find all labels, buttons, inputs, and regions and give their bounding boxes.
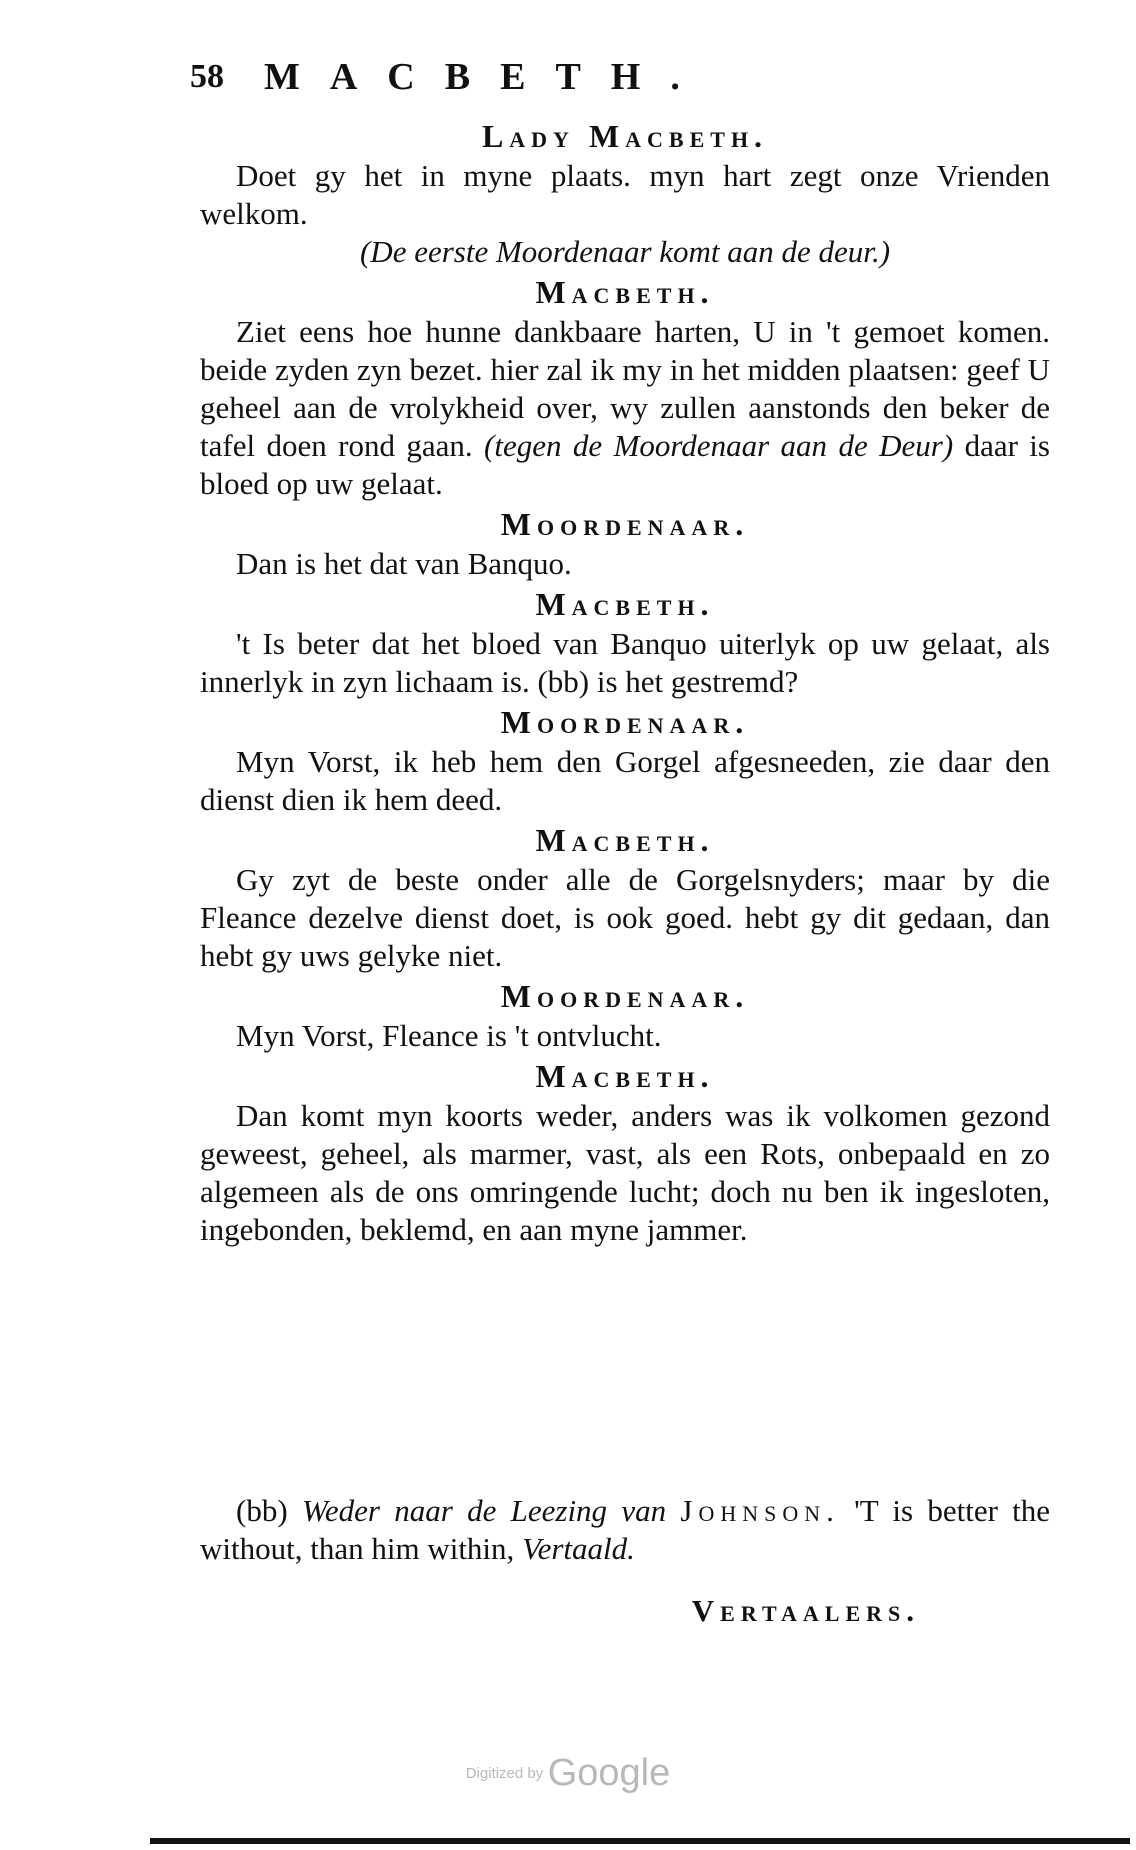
speaker-heading: Moordenaar. [500,704,750,740]
speech-text: Ziet eens hoe hunne dankbaare harten, U in 't gemoet komen. beide zyden zyn bezet. hier zal ik my in het midden plaatsen: geef U geheel aan de vrolykheid over, wy zullen aanstonds den beker de tafel doen rond gaan. [200,314,1050,463]
speech: Dan is het dat van Banquo. [236,546,572,581]
speaker-heading: Moordenaar. [500,506,750,542]
speaker-heading: Macbeth. [535,586,715,622]
bottom-scan-edge [150,1838,1130,1844]
translator-signature: Vertaalers. [691,1593,920,1628]
speech: Myn Vorst, ik heb hem den Gorgel afgesneeden, zie daar den dienst dien ik hem deed. [200,744,1050,817]
running-title: MACBETH. [264,56,710,98]
speech: 't Is beter dat het bloed van Banquo uiterlyk op uw gelaat, als innerlyk in zyn lichaam is. (bb) is het gestremd? [200,626,1050,699]
watermark-brand: Google [547,1752,671,1794]
footnote-text [200,1492,1050,1568]
footnote-author: Johnson. [680,1493,840,1528]
footnote-lead: Weder naar de Leezing van [301,1493,667,1528]
speech: Doet gy het in myne plaats. myn hart zegt onze Vrienden welkom. [200,158,1050,231]
speaker-heading: Macbeth. [535,822,715,858]
speech: Gy zyt de beste onder alle de Gorgelsnyders; maar by die Fleance dezelve dienst doet, is ook goed. hebt gy dit gedaan, dan hebt gy uws gelyke niet. [200,862,1050,973]
play-text [200,115,1050,1249]
speech: Myn Vorst, Fleance is 't ontvlucht. [236,1018,662,1053]
digitized-watermark [0,1752,1136,1795]
stage-direction: (De eerste Moordenaar komt aan de deur.) [359,234,891,269]
running-header [190,52,870,102]
speaker-heading: Macbeth. [535,274,715,310]
speaker-heading: Moordenaar. [500,978,750,1014]
watermark-prefix: Digitized by [465,1765,544,1782]
inline-stage-direction: (tegen de Moordenaar aan de Deur) [484,428,954,463]
footnote [200,1492,1050,1630]
footnote-marker: (bb) [236,1493,288,1528]
speech [200,313,1050,503]
page-number: 58 [190,58,224,95]
speech-text: daar is bloed op uw gelaat. [200,428,1050,501]
speech: Dan komt myn koorts weder, anders was ik volkomen gezond geweest, geheel, als marmer, vast, als een Rots, onbepaald en zo algemeen als de ons omringende lucht; doch nu ben ik ingesloten, ingebonden, beklemd, en aan myne jammer. [200,1098,1050,1247]
speaker-heading: Lady Macbeth. [481,118,769,154]
speaker-heading: Macbeth. [535,1058,715,1094]
footnote-english-quote: 'T is better the without, than him within, [200,1493,1051,1566]
footnote-translated: Vertaald. [522,1531,635,1566]
